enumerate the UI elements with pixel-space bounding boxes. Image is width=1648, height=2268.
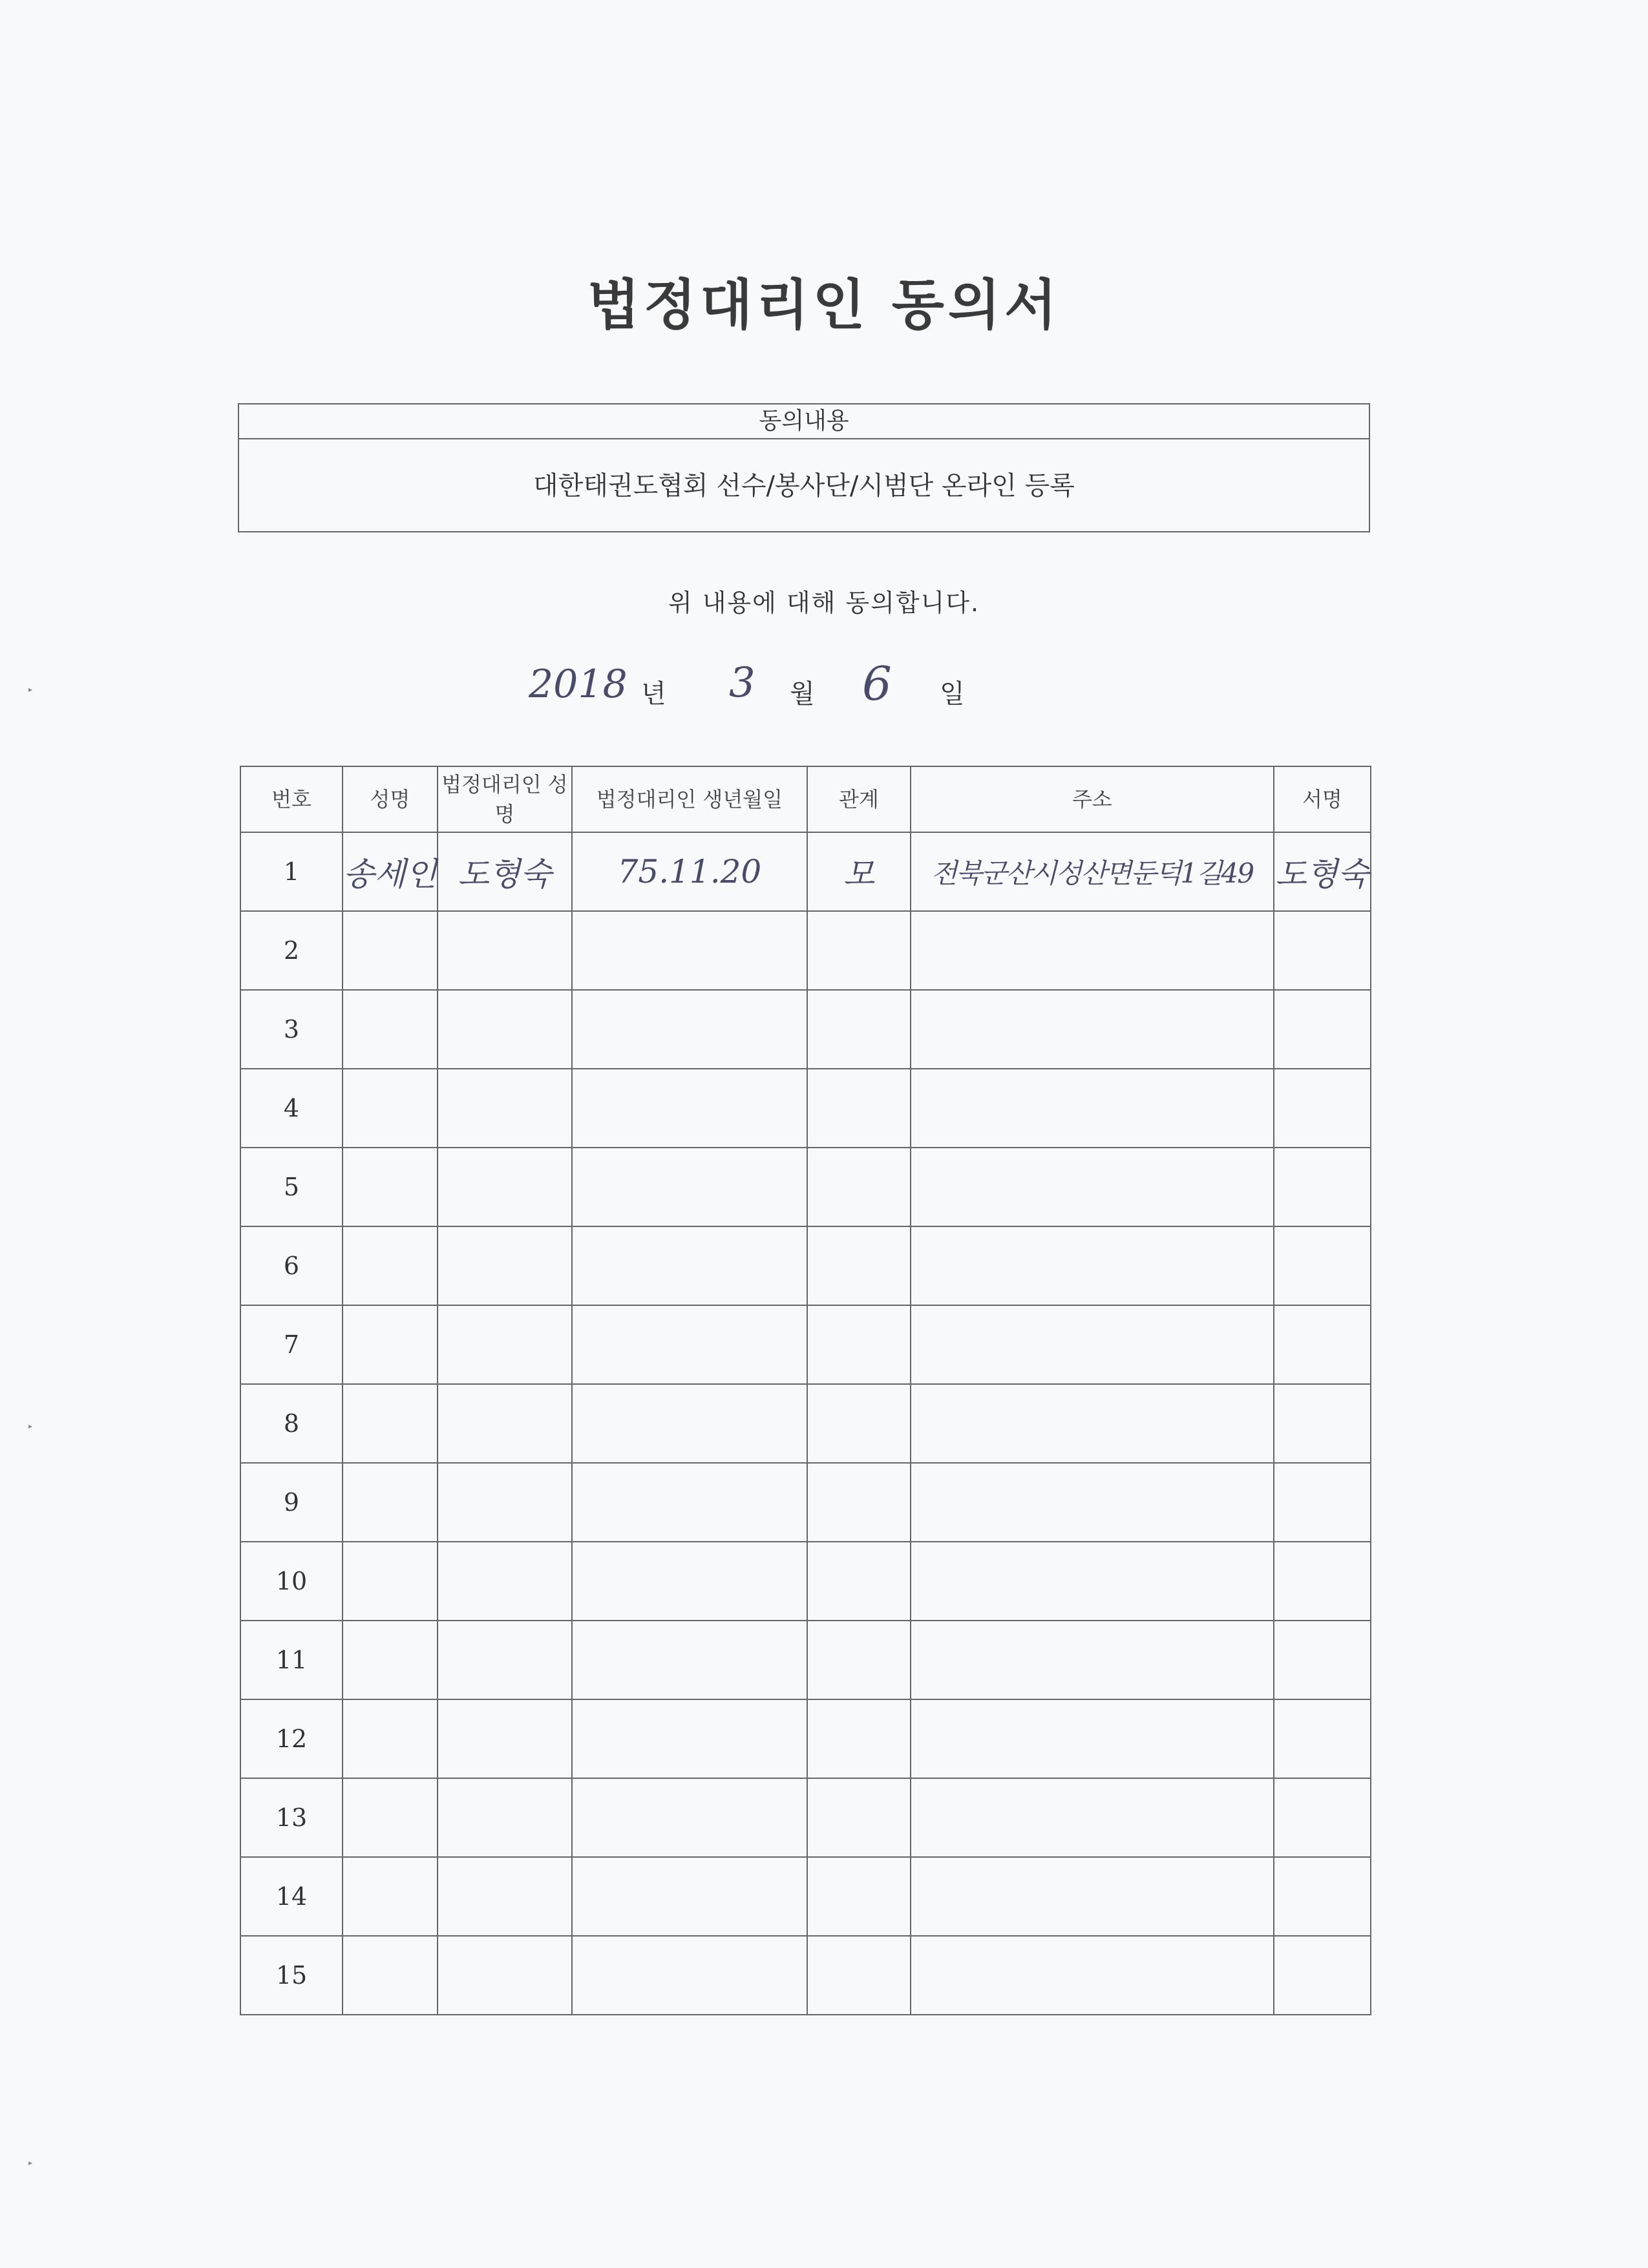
table-row [240,1226,1371,1305]
row-number: 6 [240,1226,343,1305]
row-number: 12 [240,1699,343,1778]
row-name [343,911,438,990]
row-relation [807,990,911,1069]
table-row [240,1069,1371,1148]
date-month-unit: 월 [790,679,815,709]
date-line [0,656,1648,717]
row-relation [807,1463,911,1542]
row-address [911,1305,1274,1384]
row-name [343,1542,438,1621]
header-signature: 서명 [1274,766,1371,832]
row-relation [807,1226,911,1305]
row-address [911,1857,1274,1936]
row-address [911,1778,1274,1857]
row-relation [807,911,911,990]
row-name [343,1384,438,1463]
row-guardian-birth [572,911,807,990]
row-guardian-name [438,1621,572,1699]
row-guardian-birth [572,1699,807,1778]
row-number: 5 [240,1148,343,1226]
row-number: 2 [240,911,343,990]
row-address [911,1699,1274,1778]
header-relation: 관계 [807,766,911,832]
row-name [343,1857,438,1936]
row-signature [1274,1542,1371,1621]
table-row [240,1778,1371,1857]
row-guardian-birth [572,1621,807,1699]
row-name [343,832,438,911]
row-name [343,1463,438,1542]
header-name: 성명 [343,766,438,832]
row-guardian-birth [572,1463,807,1542]
row-address-handwriting: 전북군산시성산면둔덕1길49 [931,857,1254,889]
row-guardian-name-handwriting: 도형숙 [458,856,552,893]
table-header-row [240,766,1371,832]
row-signature [1274,1226,1371,1305]
row-relation [807,1778,911,1857]
row-guardian-birth [572,1542,807,1621]
row-guardian-birth [572,1148,807,1226]
row-guardian-name [438,832,572,911]
row-address [911,1463,1274,1542]
row-name [343,1621,438,1699]
row-guardian-name [438,1936,572,2015]
header-guardian-name: 법정대리인 성명 [438,766,572,832]
row-relation [807,1621,911,1699]
row-guardian-name [438,911,572,990]
row-guardian-birth [572,990,807,1069]
row-name [343,990,438,1069]
row-number: 1 [240,832,343,911]
row-guardian-birth [572,1305,807,1384]
row-address [911,832,1274,911]
table-row [240,990,1371,1069]
row-relation [807,1857,911,1936]
row-relation [807,832,911,911]
row-relation [807,1305,911,1384]
row-number: 14 [240,1857,343,1936]
row-name [343,1069,438,1148]
table-row [240,1699,1371,1778]
row-guardian-name [438,1857,572,1936]
row-name [343,1226,438,1305]
table-row [240,1305,1371,1384]
row-guardian-birth [572,832,807,911]
row-address [911,1226,1274,1305]
row-address [911,1069,1274,1148]
row-signature [1274,1384,1371,1463]
row-signature [1274,1305,1371,1384]
row-relation [807,1699,911,1778]
row-number: 7 [240,1305,343,1384]
table-row [240,832,1371,911]
row-guardian-birth [572,1857,807,1936]
row-address [911,911,1274,990]
row-signature [1274,832,1371,911]
header-address: 주소 [911,766,1274,832]
row-guardian-name [438,1226,572,1305]
row-address [911,990,1274,1069]
row-address [911,1148,1274,1226]
row-name [343,1778,438,1857]
table-row [240,1857,1371,1936]
row-address [911,1384,1274,1463]
row-guardian-birth [572,1226,807,1305]
row-number: 4 [240,1069,343,1148]
row-name-handwriting: 송세인 [343,856,437,893]
row-number: 9 [240,1463,343,1542]
row-number: 15 [240,1936,343,2015]
row-name [343,1699,438,1778]
row-relation [807,1069,911,1148]
row-name [343,1936,438,2015]
date-year: 2018 [529,662,628,707]
row-name [343,1305,438,1384]
agreement-text: 위 내용에 대해 동의합니다. [668,589,980,617]
document-title: 법정대리인 동의서 [587,273,1061,337]
row-signature [1274,1936,1371,2015]
row-guardian-name [438,1384,572,1463]
table-row [240,1384,1371,1463]
table-row [240,1542,1371,1621]
row-signature [1274,1463,1371,1542]
scan-mark: ▸ [28,1422,33,1431]
table-row [240,1148,1371,1226]
row-guardian-name [438,1463,572,1542]
row-number: 10 [240,1542,343,1621]
row-guardian-birth-handwriting: 75.11.20 [617,853,762,890]
row-guardian-birth [572,1384,807,1463]
row-signature-handwriting: 도형숙 [1275,856,1369,893]
row-guardian-name [438,1542,572,1621]
row-guardian-name [438,990,572,1069]
consent-header: 동의내용 [239,404,1369,439]
row-signature [1274,1699,1371,1778]
row-number: 3 [240,990,343,1069]
row-guardian-name [438,1305,572,1384]
row-signature [1274,990,1371,1069]
registration-table [240,766,1371,2015]
row-number: 8 [240,1384,343,1463]
table-row [240,1463,1371,1542]
row-guardian-birth [572,1069,807,1148]
row-relation [807,1936,911,2015]
row-address [911,1542,1274,1621]
row-signature [1274,1621,1371,1699]
row-signature [1274,1857,1371,1936]
row-address [911,1936,1274,2015]
row-name [343,1148,438,1226]
row-address [911,1621,1274,1699]
row-guardian-name [438,1148,572,1226]
consent-content: 대한태권도협회 선수/봉사단/시범단 온라인 등록 [533,471,1075,501]
table-row [240,911,1371,990]
row-guardian-birth [572,1778,807,1857]
row-relation [807,1542,911,1621]
row-signature [1274,1069,1371,1148]
date-day-unit: 일 [940,679,965,709]
date-year-unit: 년 [641,679,666,709]
row-number: 13 [240,1778,343,1857]
row-guardian-birth [572,1936,807,2015]
row-relation [807,1384,911,1463]
row-guardian-name [438,1778,572,1857]
row-signature [1274,911,1371,990]
table-row [240,1936,1371,2015]
row-guardian-name [438,1069,572,1148]
row-signature [1274,1778,1371,1857]
table-row [240,1621,1371,1699]
header-guardian-birth: 법정대리인 생년월일 [572,766,807,832]
header-no: 번호 [240,766,343,832]
row-guardian-name [438,1699,572,1778]
date-month: 3 [729,659,755,707]
date-day: 6 [862,656,892,711]
row-relation-handwriting: 모 [843,856,875,893]
row-relation [807,1148,911,1226]
scan-mark: ▸ [28,2158,33,2167]
row-number: 11 [240,1621,343,1699]
scan-mark: ▸ [28,685,33,694]
row-signature [1274,1148,1371,1226]
consent-box [238,403,1370,532]
